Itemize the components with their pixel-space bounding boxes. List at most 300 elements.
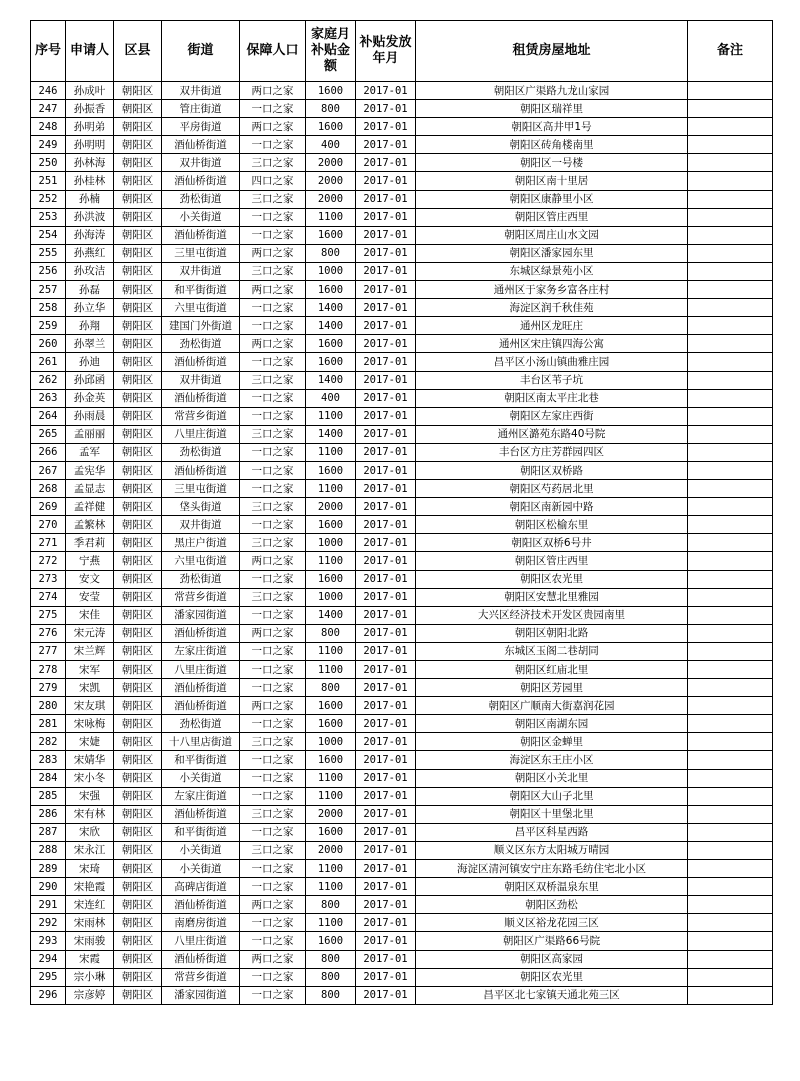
cell-month: 2017-01	[356, 751, 416, 769]
cell-applicant: 宋咏梅	[66, 715, 114, 733]
cell-remark	[688, 516, 773, 534]
cell-applicant: 孙翔	[66, 317, 114, 335]
cell-household: 一口之家	[240, 769, 306, 787]
cell-month: 2017-01	[356, 986, 416, 1004]
cell-amount: 1000	[306, 733, 356, 751]
cell-remark	[688, 480, 773, 498]
cell-amount: 1600	[306, 335, 356, 353]
cell-month: 2017-01	[356, 82, 416, 100]
cell-no: 290	[31, 878, 66, 896]
cell-month: 2017-01	[356, 425, 416, 443]
cell-applicant: 孟繁林	[66, 516, 114, 534]
cell-applicant: 宋兰辉	[66, 642, 114, 660]
cell-remark	[688, 932, 773, 950]
cell-amount: 800	[306, 624, 356, 642]
cell-amount: 1600	[306, 82, 356, 100]
cell-amount: 1600	[306, 461, 356, 479]
cell-household: 两口之家	[240, 624, 306, 642]
header-applicant: 申请人	[66, 21, 114, 82]
cell-applicant: 孙成叶	[66, 82, 114, 100]
cell-remark	[688, 534, 773, 552]
cell-district: 朝阳区	[114, 896, 162, 914]
cell-applicant: 孟军	[66, 443, 114, 461]
cell-household: 一口之家	[240, 787, 306, 805]
cell-applicant: 宋霞	[66, 950, 114, 968]
table-row	[31, 751, 773, 769]
cell-address: 顺义区东方太阳城万晴园	[416, 841, 688, 859]
cell-household: 两口之家	[240, 281, 306, 299]
cell-amount: 2000	[306, 498, 356, 516]
header-month	[356, 21, 416, 82]
cell-district: 朝阳区	[114, 986, 162, 1004]
cell-household: 三口之家	[240, 262, 306, 280]
cell-month: 2017-01	[356, 570, 416, 588]
cell-district: 朝阳区	[114, 841, 162, 859]
cell-amount: 800	[306, 968, 356, 986]
cell-household: 一口之家	[240, 878, 306, 896]
cell-district: 朝阳区	[114, 624, 162, 642]
cell-street: 小关街道	[162, 841, 240, 859]
cell-no: 264	[31, 407, 66, 425]
cell-street: 酒仙桥街道	[162, 950, 240, 968]
cell-remark	[688, 679, 773, 697]
cell-no: 273	[31, 570, 66, 588]
cell-month: 2017-01	[356, 516, 416, 534]
cell-amount: 2000	[306, 154, 356, 172]
cell-address: 顺义区裕龙花园三区	[416, 914, 688, 932]
cell-month: 2017-01	[356, 733, 416, 751]
cell-amount: 1400	[306, 299, 356, 317]
cell-month: 2017-01	[356, 841, 416, 859]
cell-applicant: 宁燕	[66, 552, 114, 570]
cell-remark	[688, 299, 773, 317]
cell-no: 263	[31, 389, 66, 407]
cell-remark	[688, 353, 773, 371]
cell-address: 通州区宋庄镇四海公寓	[416, 335, 688, 353]
cell-month: 2017-01	[356, 679, 416, 697]
cell-district: 朝阳区	[114, 950, 162, 968]
subsidy-table	[30, 20, 773, 1005]
cell-remark	[688, 751, 773, 769]
cell-street: 酒仙桥街道	[162, 461, 240, 479]
cell-amount: 800	[306, 679, 356, 697]
cell-district: 朝阳区	[114, 335, 162, 353]
cell-district: 朝阳区	[114, 932, 162, 950]
table-row	[31, 570, 773, 588]
cell-applicant: 宋永江	[66, 841, 114, 859]
table-row	[31, 371, 773, 389]
cell-applicant: 孟祥健	[66, 498, 114, 516]
cell-applicant: 孙楠	[66, 190, 114, 208]
cell-month: 2017-01	[356, 805, 416, 823]
cell-month: 2017-01	[356, 552, 416, 570]
table-row	[31, 425, 773, 443]
cell-district: 朝阳区	[114, 516, 162, 534]
cell-district: 朝阳区	[114, 860, 162, 878]
cell-amount: 2000	[306, 190, 356, 208]
cell-address: 朝阳区朝阳北路	[416, 624, 688, 642]
cell-street: 酒仙桥街道	[162, 353, 240, 371]
table-row	[31, 353, 773, 371]
cell-district: 朝阳区	[114, 461, 162, 479]
cell-district: 朝阳区	[114, 914, 162, 932]
table-row	[31, 624, 773, 642]
table-row	[31, 100, 773, 118]
cell-district: 朝阳区	[114, 480, 162, 498]
table-row	[31, 697, 773, 715]
cell-address: 朝阳区管庄西里	[416, 552, 688, 570]
cell-amount: 1000	[306, 534, 356, 552]
cell-applicant: 孟显志	[66, 480, 114, 498]
cell-amount: 1600	[306, 281, 356, 299]
cell-applicant: 宋婧华	[66, 751, 114, 769]
cell-month: 2017-01	[356, 697, 416, 715]
cell-district: 朝阳区	[114, 588, 162, 606]
cell-no: 279	[31, 679, 66, 697]
cell-remark	[688, 733, 773, 751]
cell-no: 257	[31, 281, 66, 299]
table-row	[31, 262, 773, 280]
cell-remark	[688, 624, 773, 642]
cell-street: 劲松街道	[162, 715, 240, 733]
cell-address: 海淀区润千秋佳苑	[416, 299, 688, 317]
cell-amount: 1100	[306, 878, 356, 896]
cell-street: 六里屯街道	[162, 552, 240, 570]
cell-no: 282	[31, 733, 66, 751]
header-district: 区县	[114, 21, 162, 82]
header-household: 保障人口	[240, 21, 306, 82]
cell-address: 海淀区东王庄小区	[416, 751, 688, 769]
cell-household: 一口之家	[240, 299, 306, 317]
table-row	[31, 860, 773, 878]
cell-no: 281	[31, 715, 66, 733]
cell-month: 2017-01	[356, 190, 416, 208]
cell-household: 一口之家	[240, 661, 306, 679]
cell-address: 朝阳区南湖东园	[416, 715, 688, 733]
cell-street: 酒仙桥街道	[162, 136, 240, 154]
cell-district: 朝阳区	[114, 371, 162, 389]
cell-no: 275	[31, 606, 66, 624]
cell-amount: 2000	[306, 172, 356, 190]
cell-street: 常营乡街道	[162, 407, 240, 425]
cell-household: 一口之家	[240, 136, 306, 154]
cell-address: 朝阳区广渠路66号院	[416, 932, 688, 950]
cell-household: 两口之家	[240, 118, 306, 136]
cell-street: 双井街道	[162, 371, 240, 389]
cell-address: 朝阳区管庄西里	[416, 208, 688, 226]
cell-no: 269	[31, 498, 66, 516]
cell-address: 东城区绿景苑小区	[416, 262, 688, 280]
cell-no: 287	[31, 823, 66, 841]
cell-remark	[688, 697, 773, 715]
cell-street: 双井街道	[162, 516, 240, 534]
cell-remark	[688, 588, 773, 606]
cell-district: 朝阳区	[114, 697, 162, 715]
cell-no: 289	[31, 860, 66, 878]
cell-street: 酒仙桥街道	[162, 697, 240, 715]
cell-amount: 800	[306, 100, 356, 118]
cell-applicant: 孙明弟	[66, 118, 114, 136]
table-row	[31, 190, 773, 208]
header-amount-label: 家庭月补贴金额	[310, 27, 350, 74]
cell-applicant: 宋小冬	[66, 769, 114, 787]
cell-remark	[688, 371, 773, 389]
cell-amount: 1600	[306, 226, 356, 244]
cell-applicant: 宋友琪	[66, 697, 114, 715]
table-row	[31, 172, 773, 190]
cell-district: 朝阳区	[114, 823, 162, 841]
cell-address: 朝阳区康静里小区	[416, 190, 688, 208]
cell-household: 三口之家	[240, 733, 306, 751]
cell-amount: 1100	[306, 208, 356, 226]
cell-street: 潘家园街道	[162, 606, 240, 624]
cell-month: 2017-01	[356, 661, 416, 679]
cell-no: 291	[31, 896, 66, 914]
cell-street: 酒仙桥街道	[162, 896, 240, 914]
cell-street: 酒仙桥街道	[162, 679, 240, 697]
cell-household: 三口之家	[240, 841, 306, 859]
cell-no: 271	[31, 534, 66, 552]
cell-applicant: 孙振香	[66, 100, 114, 118]
table-row	[31, 281, 773, 299]
cell-address: 朝阳区农光里	[416, 968, 688, 986]
cell-no: 293	[31, 932, 66, 950]
cell-no: 274	[31, 588, 66, 606]
table-row	[31, 642, 773, 660]
cell-month: 2017-01	[356, 787, 416, 805]
table-row	[31, 823, 773, 841]
cell-address: 朝阳区周庄山水文园	[416, 226, 688, 244]
cell-applicant: 宗小琳	[66, 968, 114, 986]
cell-district: 朝阳区	[114, 172, 162, 190]
header-row	[31, 21, 773, 82]
cell-household: 一口之家	[240, 226, 306, 244]
cell-applicant: 宋军	[66, 661, 114, 679]
cell-district: 朝阳区	[114, 534, 162, 552]
cell-street: 双井街道	[162, 82, 240, 100]
cell-street: 和平街街道	[162, 823, 240, 841]
cell-amount: 1100	[306, 552, 356, 570]
cell-address: 朝阳区安慧北里雅园	[416, 588, 688, 606]
cell-no: 265	[31, 425, 66, 443]
cell-address: 朝阳区芍药居北里	[416, 480, 688, 498]
cell-month: 2017-01	[356, 968, 416, 986]
cell-address: 通州区于家务乡富各庄村	[416, 281, 688, 299]
table-row	[31, 208, 773, 226]
cell-amount: 400	[306, 389, 356, 407]
table-row	[31, 661, 773, 679]
cell-applicant: 安莹	[66, 588, 114, 606]
cell-district: 朝阳区	[114, 100, 162, 118]
cell-applicant: 孙桂林	[66, 172, 114, 190]
cell-applicant: 宋强	[66, 787, 114, 805]
cell-remark	[688, 552, 773, 570]
cell-month: 2017-01	[356, 715, 416, 733]
table-row	[31, 407, 773, 425]
cell-no: 268	[31, 480, 66, 498]
cell-applicant: 宋雨林	[66, 914, 114, 932]
cell-month: 2017-01	[356, 860, 416, 878]
header-amount	[306, 21, 356, 82]
cell-household: 两口之家	[240, 552, 306, 570]
cell-household: 一口之家	[240, 389, 306, 407]
cell-household: 一口之家	[240, 715, 306, 733]
cell-no: 252	[31, 190, 66, 208]
cell-remark	[688, 154, 773, 172]
cell-amount: 1600	[306, 118, 356, 136]
cell-applicant: 宋雨骏	[66, 932, 114, 950]
table-row	[31, 950, 773, 968]
cell-no: 253	[31, 208, 66, 226]
cell-remark	[688, 968, 773, 986]
table-row	[31, 715, 773, 733]
cell-address: 朝阳区劲松	[416, 896, 688, 914]
cell-household: 三口之家	[240, 154, 306, 172]
cell-address: 朝阳区松榆东里	[416, 516, 688, 534]
table-row	[31, 154, 773, 172]
cell-no: 272	[31, 552, 66, 570]
cell-street: 和平街街道	[162, 281, 240, 299]
cell-amount: 1100	[306, 480, 356, 498]
cell-amount: 1100	[306, 443, 356, 461]
cell-month: 2017-01	[356, 172, 416, 190]
cell-remark	[688, 896, 773, 914]
cell-district: 朝阳区	[114, 425, 162, 443]
cell-street: 八里庄街道	[162, 661, 240, 679]
cell-street: 小关街道	[162, 208, 240, 226]
cell-remark	[688, 860, 773, 878]
cell-applicant: 宋有林	[66, 805, 114, 823]
cell-no: 246	[31, 82, 66, 100]
cell-remark	[688, 823, 773, 841]
header-month-label: 补贴发放年月	[359, 35, 412, 66]
cell-month: 2017-01	[356, 353, 416, 371]
cell-household: 三口之家	[240, 190, 306, 208]
cell-district: 朝阳区	[114, 787, 162, 805]
cell-applicant: 孙雨晨	[66, 407, 114, 425]
cell-district: 朝阳区	[114, 878, 162, 896]
cell-street: 高碑店街道	[162, 878, 240, 896]
cell-month: 2017-01	[356, 335, 416, 353]
cell-no: 295	[31, 968, 66, 986]
cell-district: 朝阳区	[114, 299, 162, 317]
cell-street: 左家庄街道	[162, 642, 240, 660]
cell-applicant: 宋艳霞	[66, 878, 114, 896]
cell-address: 昌平区北七家镇天通北苑三区	[416, 986, 688, 1004]
cell-amount: 800	[306, 950, 356, 968]
cell-applicant: 宗彦婷	[66, 986, 114, 1004]
table-row	[31, 805, 773, 823]
cell-district: 朝阳区	[114, 317, 162, 335]
cell-address: 朝阳区大山子北里	[416, 787, 688, 805]
cell-amount: 1100	[306, 860, 356, 878]
cell-month: 2017-01	[356, 262, 416, 280]
cell-amount: 1100	[306, 914, 356, 932]
cell-applicant: 孙磊	[66, 281, 114, 299]
cell-street: 劲松街道	[162, 190, 240, 208]
cell-no: 261	[31, 353, 66, 371]
cell-amount: 1600	[306, 751, 356, 769]
cell-month: 2017-01	[356, 498, 416, 516]
cell-no: 285	[31, 787, 66, 805]
cell-household: 一口之家	[240, 407, 306, 425]
cell-no: 280	[31, 697, 66, 715]
cell-applicant: 孟丽丽	[66, 425, 114, 443]
cell-household: 三口之家	[240, 371, 306, 389]
cell-address: 朝阳区一号楼	[416, 154, 688, 172]
cell-address: 朝阳区芳园里	[416, 679, 688, 697]
cell-street: 常营乡街道	[162, 588, 240, 606]
cell-household: 一口之家	[240, 679, 306, 697]
cell-remark	[688, 914, 773, 932]
cell-remark	[688, 335, 773, 353]
cell-street: 十八里店街道	[162, 733, 240, 751]
cell-district: 朝阳区	[114, 244, 162, 262]
cell-no: 286	[31, 805, 66, 823]
cell-household: 三口之家	[240, 588, 306, 606]
table-row	[31, 588, 773, 606]
cell-remark	[688, 715, 773, 733]
cell-remark	[688, 769, 773, 787]
cell-no: 288	[31, 841, 66, 859]
cell-month: 2017-01	[356, 932, 416, 950]
cell-no: 262	[31, 371, 66, 389]
cell-remark	[688, 787, 773, 805]
cell-district: 朝阳区	[114, 407, 162, 425]
table-row	[31, 552, 773, 570]
cell-no: 258	[31, 299, 66, 317]
cell-street: 劲松街道	[162, 570, 240, 588]
cell-street: 劲松街道	[162, 443, 240, 461]
cell-address: 朝阳区高井甲1号	[416, 118, 688, 136]
cell-street: 黑庄户街道	[162, 534, 240, 552]
cell-month: 2017-01	[356, 100, 416, 118]
cell-remark	[688, 226, 773, 244]
cell-month: 2017-01	[356, 606, 416, 624]
cell-amount: 1600	[306, 570, 356, 588]
cell-street: 管庄街道	[162, 100, 240, 118]
cell-applicant: 宋元涛	[66, 624, 114, 642]
cell-street: 酒仙桥街道	[162, 226, 240, 244]
cell-address: 朝阳区南十里居	[416, 172, 688, 190]
cell-month: 2017-01	[356, 118, 416, 136]
header-street: 街道	[162, 21, 240, 82]
table-row	[31, 534, 773, 552]
cell-applicant: 宋佳	[66, 606, 114, 624]
cell-household: 一口之家	[240, 208, 306, 226]
cell-address: 朝阳区高家园	[416, 950, 688, 968]
cell-household: 一口之家	[240, 317, 306, 335]
cell-remark	[688, 570, 773, 588]
cell-remark	[688, 878, 773, 896]
cell-amount: 400	[306, 136, 356, 154]
cell-remark	[688, 262, 773, 280]
cell-household: 三口之家	[240, 534, 306, 552]
cell-no: 247	[31, 100, 66, 118]
cell-applicant: 宋琦	[66, 860, 114, 878]
cell-remark	[688, 606, 773, 624]
cell-address: 朝阳区瑞祥里	[416, 100, 688, 118]
cell-street: 双井街道	[162, 262, 240, 280]
cell-household: 三口之家	[240, 805, 306, 823]
cell-street: 劲松街道	[162, 335, 240, 353]
cell-no: 267	[31, 461, 66, 479]
cell-household: 两口之家	[240, 697, 306, 715]
cell-household: 一口之家	[240, 986, 306, 1004]
cell-no: 296	[31, 986, 66, 1004]
cell-amount: 1600	[306, 353, 356, 371]
cell-no: 249	[31, 136, 66, 154]
